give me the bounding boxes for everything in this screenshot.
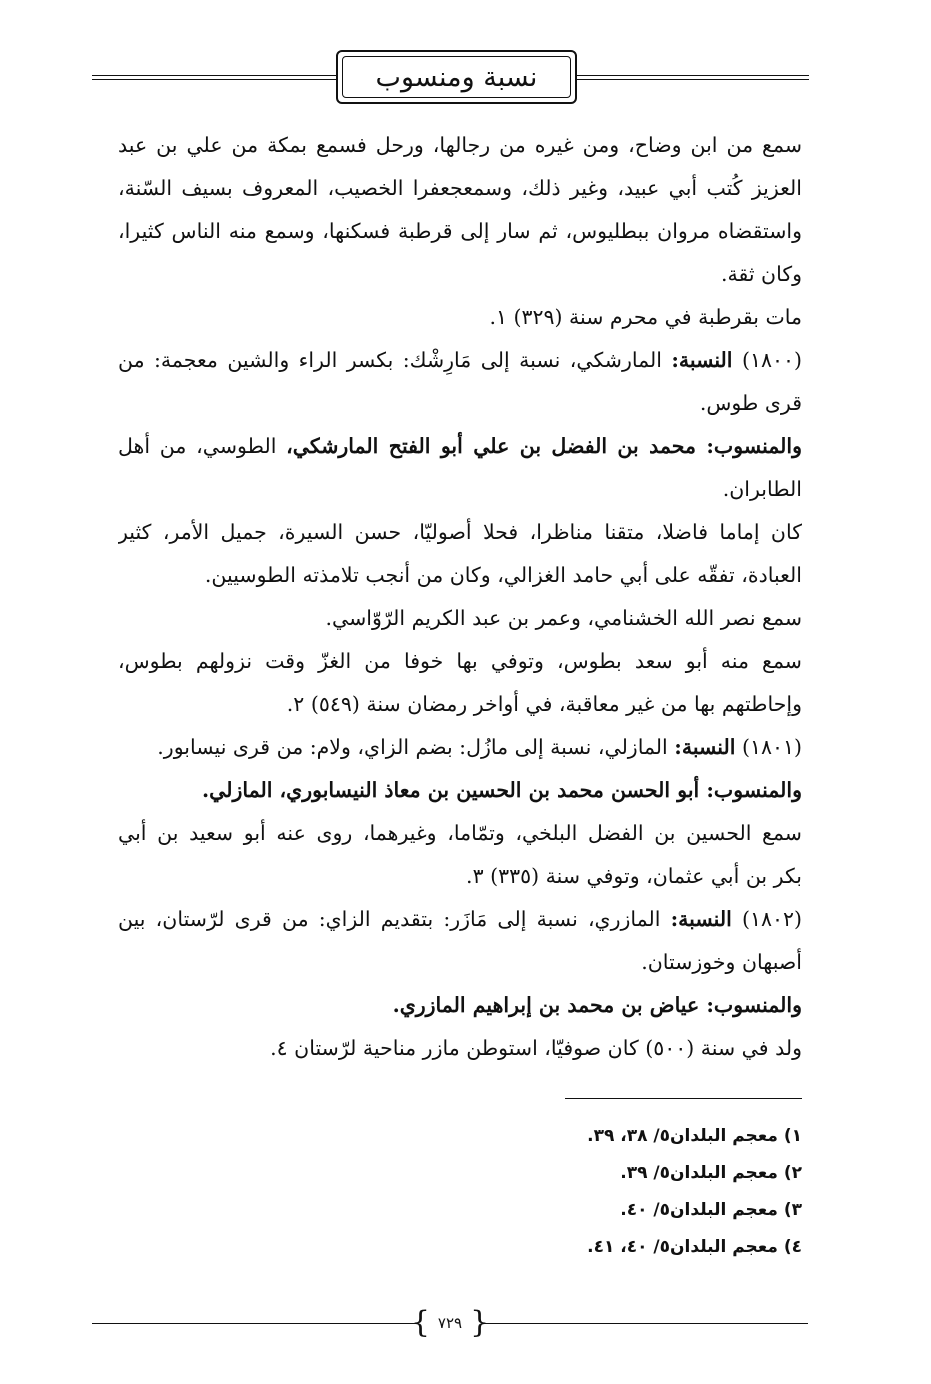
bold-text: النسبة: [674,735,736,759]
text-run: العزيز كُتب أبي عبيد، وغير ذلك، وسمعجعفرا الخصيب، المعروف بسيف السّنة، [118,176,802,200]
text-line [118,468,802,511]
text-line [118,1027,802,1070]
title-frame-inner [342,56,571,98]
bold-text: والمنسوب: أبو الحسن محمد بن الحسين بن معاذ النيسابوري، المازلي. [202,778,802,802]
text-run: وإحاطتهم بها من غير معاقبة، في أواخر رمضان سنة (٥٤٩) ٢. [286,692,802,716]
text-line [118,640,802,683]
header-rule-right [577,75,809,76]
text-line [118,769,802,812]
text-run: وكان ثقة. [720,262,802,286]
footer-rule-left [92,1323,415,1324]
text-line [118,511,802,554]
bold-text: النسبة: [670,907,732,931]
text-run: سمع الحسين بن الفضل البلخي، وتمّاما، وغيرهما، روى عنه أبو سعيد بن أبي [118,821,802,845]
page-number-block [410,1305,490,1340]
text-line [118,683,802,726]
bold-text: النسبة: [671,348,733,372]
brace-left: { [410,1305,430,1340]
text-run: العبادة، تفقّه على أبي حامد الغزالي، وكان من أنجب تلامذته الطوسيين. [204,563,802,587]
text-line [118,554,802,597]
page-number: ٧٢٩ [437,1314,463,1332]
footer-rule-right [485,1323,808,1324]
text-run: سمع من ابن وضاح، ومن غيره من رجالها، ورحل فسمع بمكة من علي بن عبد [118,133,802,157]
text-line [118,253,802,296]
page-header [0,50,931,110]
footnote-separator [565,1098,802,1099]
text-run: مات بقرطبة في محرم سنة (٣٢٩) ١. [489,305,802,329]
text-line [118,941,802,984]
bold-text: والمنسوب: محمد بن الفضل بن علي أبو الفتح المارشكي، [286,434,802,458]
text-line [118,296,802,339]
text-run: المازري، نسبة إلى مَازَر: بتقديم الزاي: من قرى لرّستان، بين [118,907,671,931]
text-run: (١٨٠١) [735,735,802,759]
text-run: بكر بن أبي عثمان، وتوفي سنة (٣٣٥) ٣. [466,864,802,888]
footnote: ٣) معجم البلدان٥/ ٤٠. [620,1200,802,1220]
text-run: أصبهان وخوزستان. [641,950,802,974]
text-run: المارشكي، نسبة إلى مَارِشْك: بكسر الراء والشين معجمة: من [118,348,672,372]
text-run: المازلي، نسبة إلى مازُل: بضم الزاي، ولام: من قرى نيسابور. [157,735,675,759]
text-run: (١٨٠٠) [732,348,802,372]
header-rule-right-2 [577,79,809,80]
text-line [118,597,802,640]
text-run: واستقضاه مروان ببطليوس، ثم سار إلى قرطبة فسكنها، وسمع منه الناس كثيرا، [118,219,802,243]
text-run: (١٨٠٢) [731,907,802,931]
title-frame [336,50,577,104]
page-title: نسبة ومنسوب [375,61,538,93]
text-run: قرى طوس. [699,391,802,415]
header-rule-left [92,75,336,76]
text-line [118,210,802,253]
text-line [118,124,802,167]
body-text [118,124,802,1070]
header-rule-left-2 [92,79,336,80]
footnotes [420,1118,802,1266]
text-line [118,726,802,769]
text-line [118,382,802,425]
text-line [118,812,802,855]
footnote: ٢) معجم البلدان٥/ ٣٩. [620,1163,802,1183]
text-run: الطابران. [722,477,802,501]
text-line [118,898,802,941]
text-line [118,167,802,210]
text-run: الطوسي، من أهل [118,434,287,458]
bold-text: والمنسوب: عياض بن محمد بن إبراهيم المازري. [392,993,802,1017]
text-line [118,425,802,468]
text-line [118,855,802,898]
text-run: سمع منه أبو سعد بطوس، وتوفي بها خوفا من الغزّ وقت نزولهم بطوس، [118,649,802,673]
text-line [118,339,802,382]
brace-right: } [470,1305,490,1340]
text-run: كان إماما فاضلا، متقنا مناظرا، فحلا أصوليّا، حسن السيرة، جميل الأمر، كثير [118,520,802,544]
text-run: سمع نصر الله الخشنامي، وعمر بن عبد الكريم الرّوّاسي. [325,606,802,630]
text-run: ولد في سنة (٥٠٠) كان صوفيّا، استوطن مازر مناحية لرّستان ٤. [270,1036,802,1060]
footnote: ١) معجم البلدان٥/ ٣٨، ٣٩. [587,1126,802,1146]
footnote: ٤) معجم البلدان٥/ ٤٠، ٤١. [587,1237,802,1257]
text-line [118,984,802,1027]
